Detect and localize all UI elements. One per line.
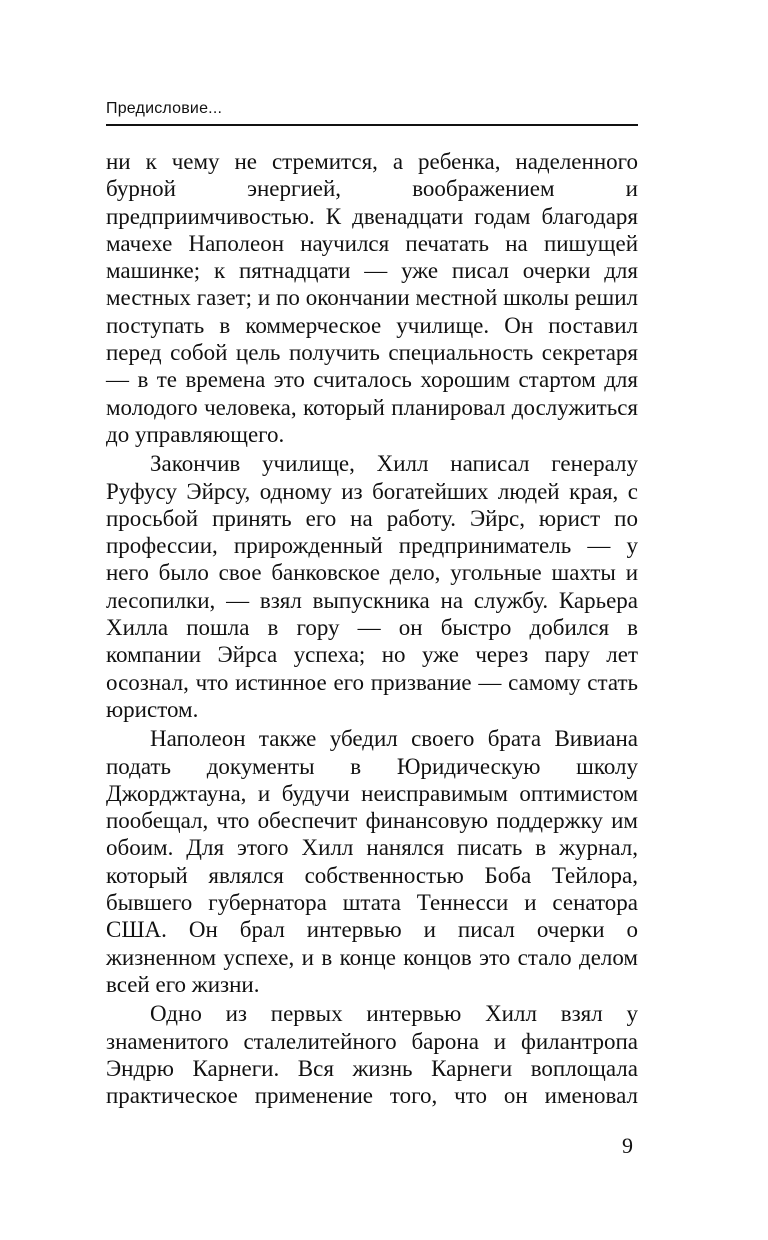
header-rule [106,124,638,126]
paragraph: Одно из первых интервью Хилл взял у знаменитого сталелитейного барона и филантропа Эндрю Карнеги. Вся жизнь Карнеги воплощала практическое применение того, что он именовал [106,1001,638,1109]
body-text [106,148,638,1111]
paragraph: Наполеон также убедил своего брата Вивиана подать документы в Юридическую школу Джорджтауна, и будучи неисправимым оптимистом пообещал, что обеспечит финансовую поддержку им обоим. Для этого Хилл нанялся писать в журнал, который являлся собственностью Боба Тейлора, бывшего губернатора штата Теннесси и сенатора США. Он брал интервью и писал очерки о жизненном успехе, и в конце концов это стало делом всей его жизни. [106,726,638,997]
page-number: 9 [622,1133,633,1158]
paragraph: ни к чему не стремится, а ребенка, наделенного бурной энергией, воображением и предприимчивостью. К двенадцати годам благодаря мачехе Наполеон научился печатать на пишущей машинке; к пятнадцати — уже писал очерки для местных газет; и по окончании местной школы решил поступать в коммерческое училище. Он поставил перед собой цель получить специальность секретаря — в те времена это считалось хорошим стартом для молодого человека, который планировал дослужиться до управляющего. [106,149,638,447]
paragraph: Закончив училище, Хилл написал генералу Руфусу Эйрсу, одному из богатейших людей края, с просьбой принять его на работу. Эйрс, юрист по профессии, прирожденный предприниматель — у него было свое банковское дело, угольные шахты и лесопилки, — взял выпускника на службу. Карьера Хилла пошла в гору — он быстро добился в компании Эйрса успеха; но уже через пару лет осознал, что истинное его призвание — самому стать юристом. [106,451,638,722]
running-header: Предисловие... [106,100,223,117]
